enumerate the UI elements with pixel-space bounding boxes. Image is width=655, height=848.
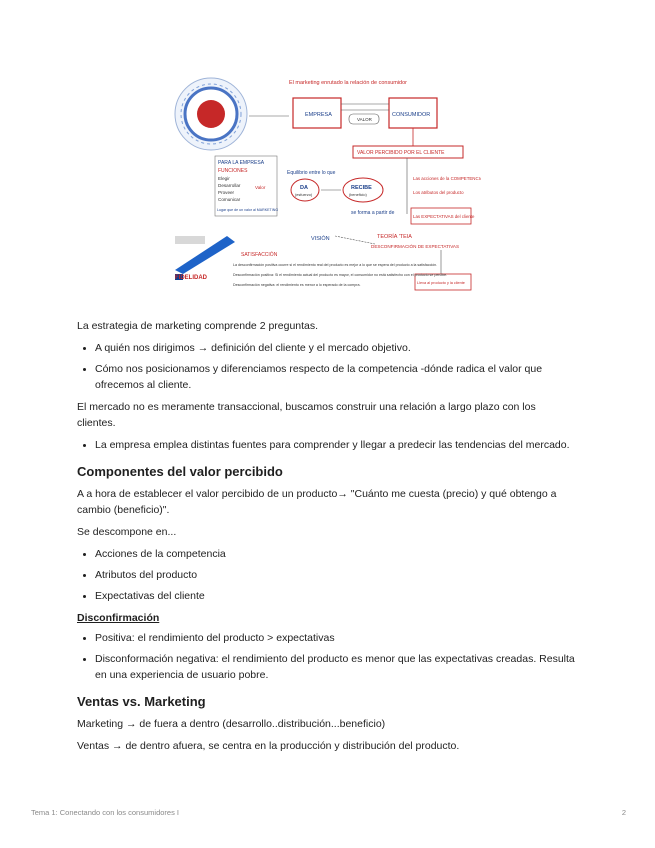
para-empresa-label: PARA LA EMPRESA (218, 160, 265, 166)
componentes-list (77, 546, 577, 604)
funciones-note: Lugar que de un valor al MARKETING (217, 208, 279, 212)
recibe-sub: (beneficio) (349, 193, 367, 197)
funcion-1: Elegir (218, 176, 230, 181)
note-3: Desconfirmación negativa: el rendimiento es menor a lo esperado de la compra. (233, 283, 361, 287)
list-item: • A quién nos dirigimos → definición del cliente y el mercado objetivo. (95, 340, 577, 356)
teoria-label: TEORÍA 'TEIA (377, 234, 412, 240)
valor-mini-label: VALOR (357, 117, 372, 122)
fidelidad-label: FIDELIDAD (175, 275, 207, 281)
ventas-line: Ventas → de dentro afuera, se centra en la producción y distribución del producto. (77, 740, 460, 752)
desconfirmacion-label: DESCONFIRMACIÓN DE EXPECTATIVAS (371, 244, 460, 249)
empresa-label: EMPRESA (305, 112, 332, 118)
list-item: • Expectativas del cliente (95, 588, 577, 604)
valor-side-label: Valor (255, 185, 266, 190)
vision-label: VISIÓN (311, 236, 330, 242)
right-item-1: Las acciones de la COMPETENCIA (413, 176, 481, 181)
marketing-line: Marketing → de fuera a dentro (desarrollo..distribución...beneficio) (77, 718, 386, 730)
recibe-label: RECIBE (351, 185, 372, 191)
consumidor-label: CONSUMIDOR (392, 112, 431, 118)
list-item: • Positiva: el rendimiento del producto > expectativas (95, 630, 577, 646)
stairs-graphic (175, 236, 235, 280)
descompone-paragraph: Se descompone en... (77, 526, 177, 538)
equilibrio-label: Equilibrio entre lo que (287, 170, 336, 176)
market-list (77, 437, 577, 453)
da-sub: (esfuerzo) (295, 193, 313, 197)
list-item: • Atributos del producto (95, 567, 577, 583)
marketing-diagram-figure (171, 74, 481, 306)
cycle-graphic (175, 78, 247, 150)
page-number: 2 (621, 808, 626, 817)
funciones-title: FUNCIONES (218, 168, 248, 174)
fig-top-title: El marketing enrutado la relación de consumidor (289, 80, 408, 86)
satisfaccion-label: SATISFACCIÓN (241, 252, 278, 258)
intro-list (77, 340, 577, 393)
intro-paragraph: La estrategia de marketing comprende 2 preguntas. (77, 320, 319, 332)
right-item-2: Los atributos del producto (413, 190, 464, 195)
forma-label: se forma a partir de (351, 210, 395, 216)
funcion-4: Comunicar (218, 197, 241, 202)
bottom-right-label: Lleva al producto y la cliente (417, 281, 465, 285)
note-2: Desconfirmación positiva: Si el rendimiento actual del producto es mayor, el consumidor no está satisfecho con el producto se percibe. (233, 273, 448, 277)
heading-componentes: Componentes del valor percibido (77, 464, 283, 479)
list-item: • La empresa emplea distintas fuentes para comprender y llegar a predecir las tendencias del mercado. (95, 437, 577, 453)
valor-percibido-label: VALOR PERCIBIDO POR EL CLIENTE (357, 150, 445, 156)
funcion-3: Proveer (218, 190, 235, 195)
da-label: DA (300, 185, 308, 191)
heading-disconfirmacion: Disconfirmación (77, 612, 160, 624)
funcion-2: Desarrollar (218, 183, 241, 188)
heading-ventas: Ventas vs. Marketing (77, 694, 206, 709)
componentes-paragraph: A a hora de establecer el valor percibido de un producto→ "Cuánto me cuesta (precio) y qué obtengo a cambio (beneficio)". (77, 488, 557, 516)
note-1: La desconfirmación positiva ocurre si el rendimiento real del producto es mejor a lo que se espera del producto a la satisfacción. (233, 263, 438, 267)
disconfirmacion-list (77, 630, 577, 683)
diagram-svg (171, 74, 481, 306)
market-paragraph: El mercado no es meramente transaccional, buscamos construir una relación a largo plazo con los clientes. (77, 401, 536, 429)
footer-title: Tema 1: Conectando con los consumidores I (31, 808, 179, 817)
document-body (77, 318, 577, 760)
list-item: • Acciones de la competencia (95, 546, 577, 562)
list-item: • Cómo nos posicionamos y diferenciamos respecto de la competencia -dónde radica el valor que ofrecemos al cliente. (95, 361, 577, 393)
right-item-3: Las EXPECTATIVAS del cliente (413, 214, 475, 219)
list-item: • Disconformación negativa: el rendimiento del producto es menor que las expectativas creadas. Resulta en una experiencia de usuario pobre. (95, 651, 577, 683)
